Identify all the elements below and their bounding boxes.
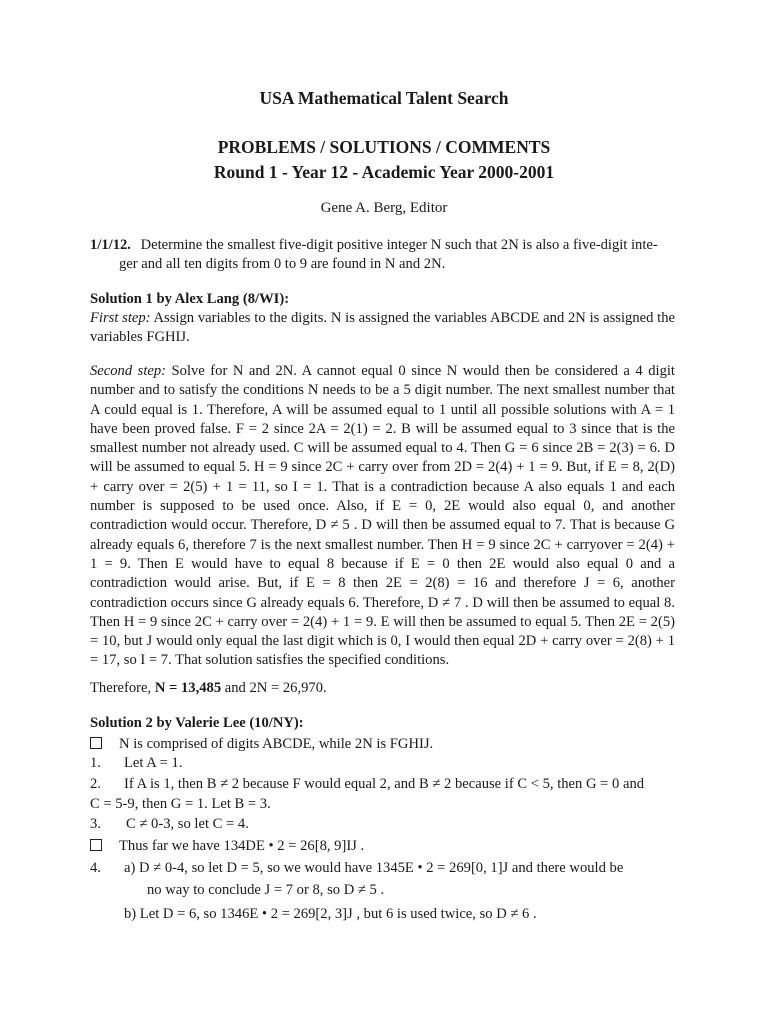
item-marker: 3. [90, 816, 101, 832]
conclusion-suffix: and 2N = 26,970. [221, 680, 327, 696]
document-subtitle: PROBLEMS / SOLUTIONS / COMMENTS [217, 137, 551, 157]
item-marker: 1. [90, 755, 101, 771]
solution-1-conclusion [90, 679, 327, 698]
problem-line-1 [90, 236, 658, 255]
second-step-text: Solve for N and 2N. A cannot equal 0 since N would then be considered a 4 digit number and to satisfy the conditions N needs to be a 5 digit number. The next smallest number that A could equal is 1. Therefore, A will be assumed equal to 1 until all possible solutions with A = 1 have been proved false. F = 2 since 2A = 2(1) = 2. B will be assumed equal to 3 since that is the smallest number not already used. C will be assumed equal to 4. Then G = 6 since 2B = 2(3) = 6. D will be assumed to equal 5. H = 9 since 2C + carry over from 2D = 2(4) + 1 = 9. But, if E = 8, 2(D) + carry over = 2(5) + 1 = 11, so I = 1. That is a contradiction because A also equals 1 and each number is supposed to be used once. Also, if E = 0, 2E would also equal 0, and another contradiction would occur. Therefore, D ≠ 5 . D will then be assumed equal to 7. That is because G already equals 6, therefore 7 is the next smallest number. Then H = 9 since 2C + carryover = 2(4) + 1 = 9. Then E would have to equal 8 because if E = 0 then 2E would also equal 0 and a contradiction would arise. But, if E = 8 then 2E = 2(8) = 16 and therefore J = 6, another contradiction occurs since G already equals 6. Therefore, D ≠ 7 . D will then be assumed to equal 8. Then H = 9 since 2C + carry over = 2(4) + 1 = 9. E will then be assumed to equal 5. Then 2E = 2(5) = 10, but J would only equal the last digit which is 0, I would then equal 2D + carry over = 2(8) + 1 = 17, so I = 7. That solution satisfies the specified conditions. [90, 363, 675, 669]
solution-2-item [90, 754, 183, 773]
problem-number: 1/1/12. [90, 237, 131, 253]
solution-2-item [90, 735, 434, 754]
item-text: Let A = 1. [124, 755, 183, 771]
editor-line: Gene A. Berg, Editor [320, 200, 448, 216]
item-text: If A is 1, then B ≠ 2 because F would equal 2, and B ≠ 2 because if C < 5, then G = 0 and [124, 776, 645, 792]
first-step-label: First step: [90, 310, 151, 326]
item-text: Thus far we have 134DE • 2 = 26[8, 9]IJ . [119, 838, 365, 854]
problem-text-1: Determine the smallest five-digit positive integer N such that 2N is also a five-digit inte- [140, 237, 658, 253]
conclusion-answer: N = 13,485 [154, 680, 222, 696]
item-text: C ≠ 0-3, so let C = 4. [126, 816, 249, 832]
solution-2-item-b: b) Let D = 6, so 1346E • 2 = 269[2, 3]J , but 6 is used twice, so D ≠ 6 . [124, 906, 537, 922]
solution-2-heading: Solution 2 by Valerie Lee (10/NY): [90, 715, 304, 731]
item-marker: 2. [90, 776, 101, 792]
solution-2-item [90, 859, 624, 878]
first-step-text: Assign variables to the digits. N is assigned the variables ABCDE and 2N is assigned the variables FGHIJ. [90, 310, 675, 346]
checkbox-bullet-icon [90, 839, 102, 851]
solution-1-heading: Solution 1 by Alex Lang (8/WI): [90, 291, 290, 307]
solution-2-item [90, 775, 645, 794]
document-title: USA Mathematical Talent Search [259, 88, 509, 108]
second-step-label: Second step: [90, 363, 167, 379]
conclusion-prefix: Therefore, [90, 680, 155, 696]
checkbox-bullet-icon [90, 737, 102, 749]
problem-line-2: ger and all ten digits from 0 to 9 are found in N and 2N. [119, 256, 446, 272]
item-text: a) D ≠ 0-4, so let D = 5, so we would have 1345E • 2 = 269[0, 1]J and there would be [124, 860, 624, 876]
round-subtitle: Round 1 - Year 12 - Academic Year 2000-2001 [213, 162, 555, 182]
item-text: N is comprised of digits ABCDE, while 2N is FGHIJ. [119, 736, 434, 752]
solution-1-second-step [90, 362, 675, 671]
solution-2-item-continued: C = 5-9, then G = 1. Let B = 3. [90, 796, 271, 812]
solution-2-item [90, 815, 249, 834]
solution-2-item [90, 837, 365, 856]
item-marker: 4. [90, 860, 101, 876]
solution-1-first-step [90, 309, 675, 348]
solution-2-item-continued: no way to conclude J = 7 or 8, so D ≠ 5 . [147, 882, 385, 898]
